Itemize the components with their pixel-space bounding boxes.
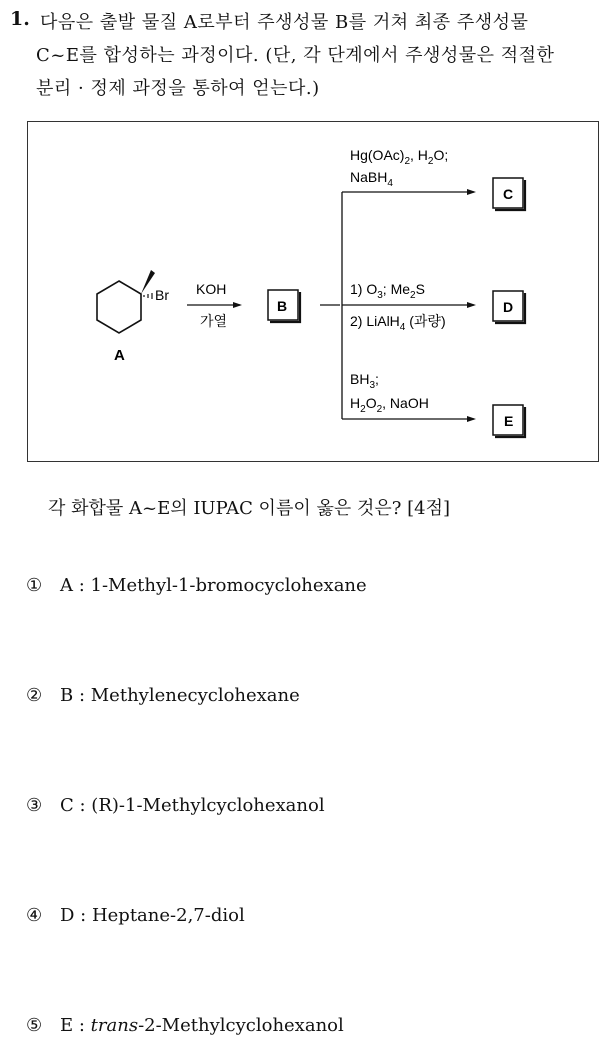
choice-3[interactable] [26, 795, 325, 816]
choice-4-letter: D [60, 905, 75, 926]
choice-2-name: Methylenecyclohexane [90, 685, 300, 706]
route-d-reagent-1: 1) $O_3$; $Me_2S$ [350, 281, 425, 301]
choice-3-colon: : [73, 795, 92, 816]
choice-4-name: Heptane-2,7-diol [91, 905, 245, 926]
compound-c-label: C [503, 186, 514, 202]
compound-b-label: B [277, 298, 288, 314]
step1-arrowhead [233, 302, 242, 308]
reaction-scheme-drawing [28, 122, 600, 463]
choice-3-letter: C [60, 795, 74, 816]
compound-d-label: D [503, 299, 514, 315]
compound-e-label: E [504, 413, 514, 429]
choice-3-mark: ③ [26, 795, 43, 816]
choice-1[interactable] [26, 575, 367, 596]
choice-5-mark: ⑤ [26, 1015, 43, 1036]
choice-2-mark: ② [26, 685, 43, 706]
reaction-scheme [27, 121, 599, 462]
route-e-reagent-2: $H_2O_2$, NaOH [350, 395, 429, 415]
choice-5[interactable] [26, 1015, 344, 1036]
choice-4-colon: : [74, 905, 92, 926]
bromo-label: Br [155, 287, 169, 303]
route-d-reagent-2: 2) LiAlH$_4$ (과량) [350, 313, 446, 333]
choice-1-colon: : [73, 575, 91, 596]
step1-reagent: KOH [196, 281, 227, 297]
methyl-wedge-bond [141, 270, 155, 294]
bromo-hash-bond [144, 293, 152, 299]
route-c-reagent-2: NaBH$_4$ [350, 169, 393, 189]
question-text-line-1: 다음은 출발 물질 A로부터 주생성물 B를 거쳐 최종 주생성물 [40, 12, 529, 33]
step1-condition: 가열 [200, 313, 228, 329]
choice-5-colon: : [73, 1015, 91, 1036]
route-c-reagent-1: $Hg(OAc)_2$, $H_2O$; [350, 147, 449, 167]
choice-4[interactable] [26, 905, 245, 926]
choice-5-name: -2-Methylcyclohexanol [138, 1015, 344, 1036]
question-text-line-2: C~E를 합성하는 과정이다. (단, 각 단계에서 주생성물은 적절한 [36, 45, 555, 66]
question-number: 1. [10, 8, 30, 30]
cyclohexane-ring [97, 281, 141, 333]
route-e-reagent-1: $BH_3$; [350, 371, 379, 391]
question-text-line-3: 분리 · 정제 과정을 통하여 얻는다.) [36, 78, 320, 99]
choice-3-prefix: (R) [91, 795, 119, 816]
choice-2-colon: : [73, 685, 91, 706]
choice-1-name: 1-Methyl-1-bromocyclohexane [90, 575, 367, 596]
choice-4-mark: ④ [26, 905, 43, 926]
compound-a-label: A [114, 347, 125, 364]
choice-1-letter: A [60, 575, 73, 596]
choice-3-name: -1-Methylcyclohexanol [118, 795, 325, 816]
choice-2-letter: B [60, 685, 74, 706]
choice-1-mark: ① [26, 575, 43, 596]
choice-5-letter: E [60, 1015, 74, 1036]
route-d-arrowhead [467, 302, 476, 308]
route-c-arrowhead [467, 189, 476, 195]
choice-2[interactable] [26, 685, 300, 706]
question-prompt: 각 화합물 A~E의 IUPAC 이름이 옳은 것은? [4점] [48, 498, 450, 519]
route-e-arrowhead [467, 416, 476, 422]
choice-5-prefix: trans [90, 1015, 139, 1036]
